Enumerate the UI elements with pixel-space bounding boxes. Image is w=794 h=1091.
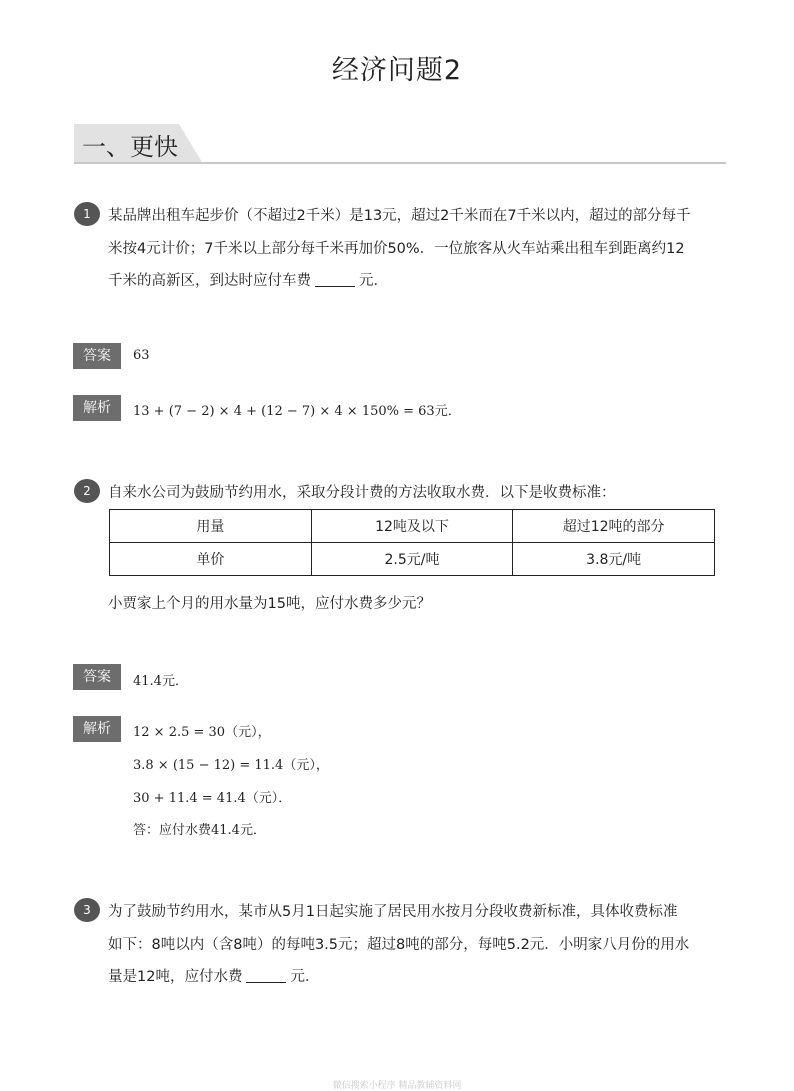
table-cell: 用量 [110, 510, 312, 543]
section-header [74, 124, 726, 164]
question-2-analysis-line-2: 3.8 × (15 − 12) = 11.4（元）， [133, 758, 329, 773]
answer-blank[interactable] [246, 968, 286, 983]
page-footer: 微信搜索小程序 精品教辅资料网 [332, 1081, 462, 1091]
analysis-tag: 解析 [73, 395, 121, 421]
question-2-answer: 41.4元． [133, 674, 188, 689]
fee-standard-table [109, 509, 715, 576]
analysis-tag: 解析 [73, 716, 121, 742]
question-3-number-badge: 3 [74, 898, 100, 922]
question-3-line-3-before: 量是12吨，应付水费 [108, 969, 243, 985]
question-2-analysis-conclusion: 答：应付水费41.4元． [133, 823, 266, 838]
table-header-row [110, 510, 715, 543]
question-1-line-3-before: 千米的高新区，到达时应付车费 [108, 273, 311, 289]
answer-tag: 答案 [73, 664, 121, 690]
answer-blank[interactable] [315, 272, 355, 287]
question-1-analysis: 13 + (7 − 2) × 4 + (12 − 7) × 4 × 150% = 63元． [133, 404, 461, 419]
table-cell: 超过12吨的部分 [513, 510, 715, 543]
question-1-number-badge: 1 [74, 202, 100, 226]
table-cell: 单价 [110, 543, 312, 576]
table-cell: 12吨及以下 [311, 510, 513, 543]
question-1-answer: 63 [133, 348, 150, 363]
table-cell: 2.5元/吨 [311, 543, 513, 576]
question-1-text [108, 200, 728, 298]
section-label: 一、更快 [82, 133, 178, 161]
question-2-analysis-line-3: 30 + 11.4 = 41.4（元）． [133, 791, 292, 806]
question-3-line-2: 如下：8吨以内（含8吨）的每吨3.5元；超过8吨的部分，每吨5.2元．小明家八月份的用水 [108, 936, 690, 953]
question-2-analysis-line-1: 12 × 2.5 = 30（元）， [133, 725, 271, 740]
question-3-line-3 [108, 961, 728, 994]
question-1-line-3-after: 元． [359, 273, 388, 289]
question-2-number-badge: 2 [74, 479, 100, 503]
question-3-line-1: 为了鼓励节约用水，某市从5月1日起实施了居民用水按月分段收费新标准，具体收费标准 [108, 904, 678, 920]
table-row [110, 543, 715, 576]
question-1-line-3 [108, 265, 728, 298]
answer-tag: 答案 [73, 343, 121, 369]
question-2-intro: 自来水公司为鼓励节约用水，采取分段计费的方法收取水费．以下是收费标准： [108, 485, 616, 501]
question-3-line-3-after: 元． [290, 969, 320, 985]
page-title: 经济问题2 [331, 55, 463, 86]
table-cell: 3.8元/吨 [513, 543, 715, 576]
question-1-line-2: 米按4元计价；7千米以上部分每千米再加价50%．一位旅客从火车站乘出租车到距离约12 [108, 240, 685, 257]
question-1-line-1: 某品牌出租车起步价（不超过2千米）是13元，超过2千米而在7千米以内，超过的部分每千 [108, 208, 691, 224]
question-2-question: 小贾家上个月的用水量为15吨，应付水费多少元？ [108, 596, 431, 612]
question-3-text [108, 896, 728, 994]
